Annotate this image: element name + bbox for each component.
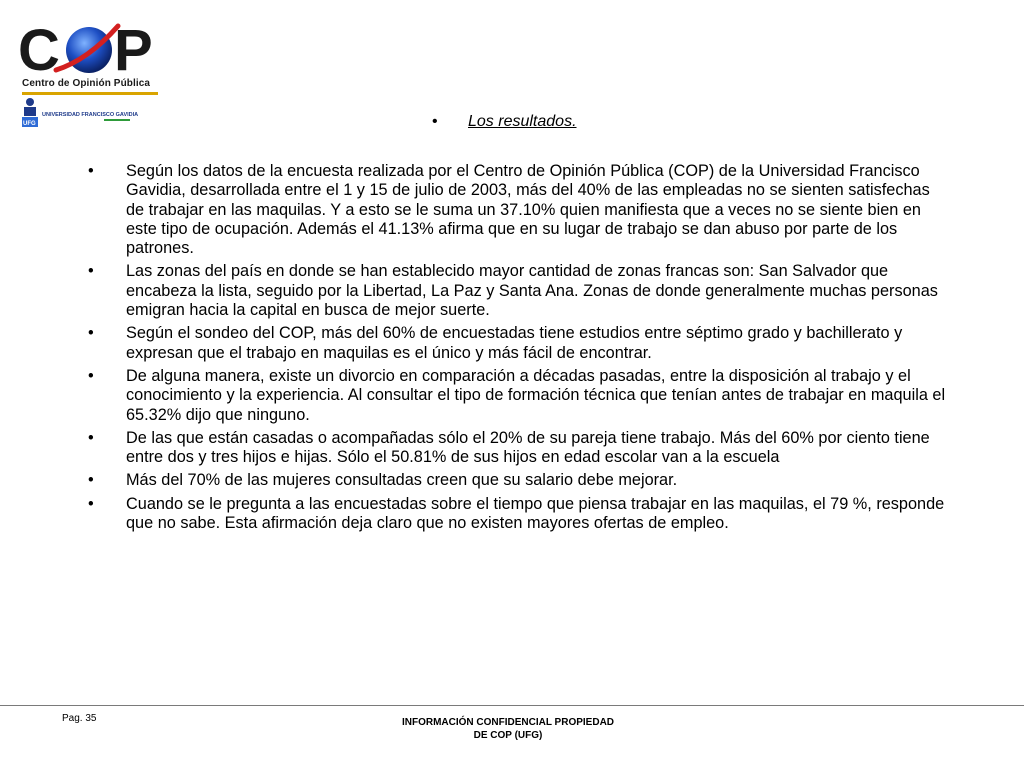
cop-logo-p: P — [114, 18, 153, 78]
bullet-marker: • — [88, 366, 94, 385]
ufg-emblem-icon — [20, 96, 40, 128]
footer-divider — [0, 705, 1024, 706]
bullet-text: De alguna manera, existe un divorcio en comparación a décadas pasadas, entre la disposición al trabajo y el conocimiento y la experiencia. Al consultar el tipo de formación técnica que tenían antes de trabajar en maquila el 65.32% dijo que ninguno. — [126, 366, 946, 424]
list-item — [88, 495, 950, 534]
bullet-text: Según el sondeo del COP, más del 60% de encuestadas tiene estudios entre séptimo grado y bachillerato y expresan que el trabajo en maquilas es el único y más fácil de encontrar. — [126, 324, 903, 362]
bullet-text: Cuando se le pregunta a las encuestadas sobre el tiempo que piensa trabajar en las maquilas, el 79 %, responde que no sabe. Esta afirmación deja claro que no existen mayores ofertas de empleo. — [126, 494, 945, 533]
university-accent-line — [104, 119, 130, 121]
list-item — [88, 367, 950, 425]
list-item — [88, 162, 950, 258]
bullet-marker: • — [88, 494, 94, 513]
page-number: Pag. 35 — [62, 713, 97, 724]
list-item — [88, 471, 950, 490]
bullet-marker: • — [88, 262, 94, 281]
cop-caption: Centro de Opinión Pública — [22, 78, 151, 89]
svg-text:UFG: UFG — [23, 121, 36, 127]
confidential-line-1: INFORMACIÓN CONFIDENCIAL PROPIEDAD — [401, 717, 615, 728]
bullet-text: Más del 70% de las mujeres consultadas creen que su salario debe mejorar. — [126, 471, 678, 490]
bullet-text: Según los datos de la encuesta realizada por el Centro de Opinión Pública (COP) de la Universidad Francisco Gavidia, desarrollada entre el 1 y 15 de julio de 2003, más del 40% de las empleadas no se sienten satisfechas de trabajar en las maquilas. Y a esto se le suma un 37.10% quien manifiesta que a veces no se siente bien en este tipo de ocupación. Además el 41.13% afirma que en su lugar de trabajo se dan abuso por parte de los patrones. — [126, 162, 930, 258]
bullet-marker: • — [88, 428, 94, 447]
heading-text: Los resultados. — [468, 113, 577, 130]
list-item — [88, 262, 950, 320]
heading-bullet: • — [432, 113, 438, 130]
confidential-line-2: DE COP (UFG) — [473, 730, 543, 741]
confidential-notice — [372, 716, 644, 742]
list-item — [88, 429, 950, 468]
results-bullet-list — [88, 162, 950, 537]
list-item — [88, 324, 950, 363]
bullet-text: De las que están casadas o acompañadas sólo el 20% de su pareja tiene trabajo. Más del 60% por ciento tiene entre dos y tres hijos e hijas. Sólo el 50.81% de sus hijos en edad escolar van a la escuela — [126, 428, 930, 467]
cop-logo-block — [18, 16, 168, 132]
cop-logo — [18, 16, 168, 78]
bullet-marker: • — [88, 471, 94, 490]
university-name: UNIVERSIDAD FRANCISCO GAVIDIA — [42, 112, 139, 118]
bullet-text: Las zonas del país en donde se han establecido mayor cantidad de zonas francas son: San Salvador que encabeza la lista, seguido por la Libertad, La Paz y Santa Ana. Zonas de donde generalmente muchas personas emigran hacia la capital en busca de mejor suerte. — [126, 262, 938, 320]
section-heading — [432, 113, 577, 131]
bullet-marker: • — [88, 162, 94, 180]
cop-logo-c: C — [18, 18, 60, 78]
cop-underline — [22, 92, 158, 95]
bullet-marker: • — [88, 324, 94, 343]
